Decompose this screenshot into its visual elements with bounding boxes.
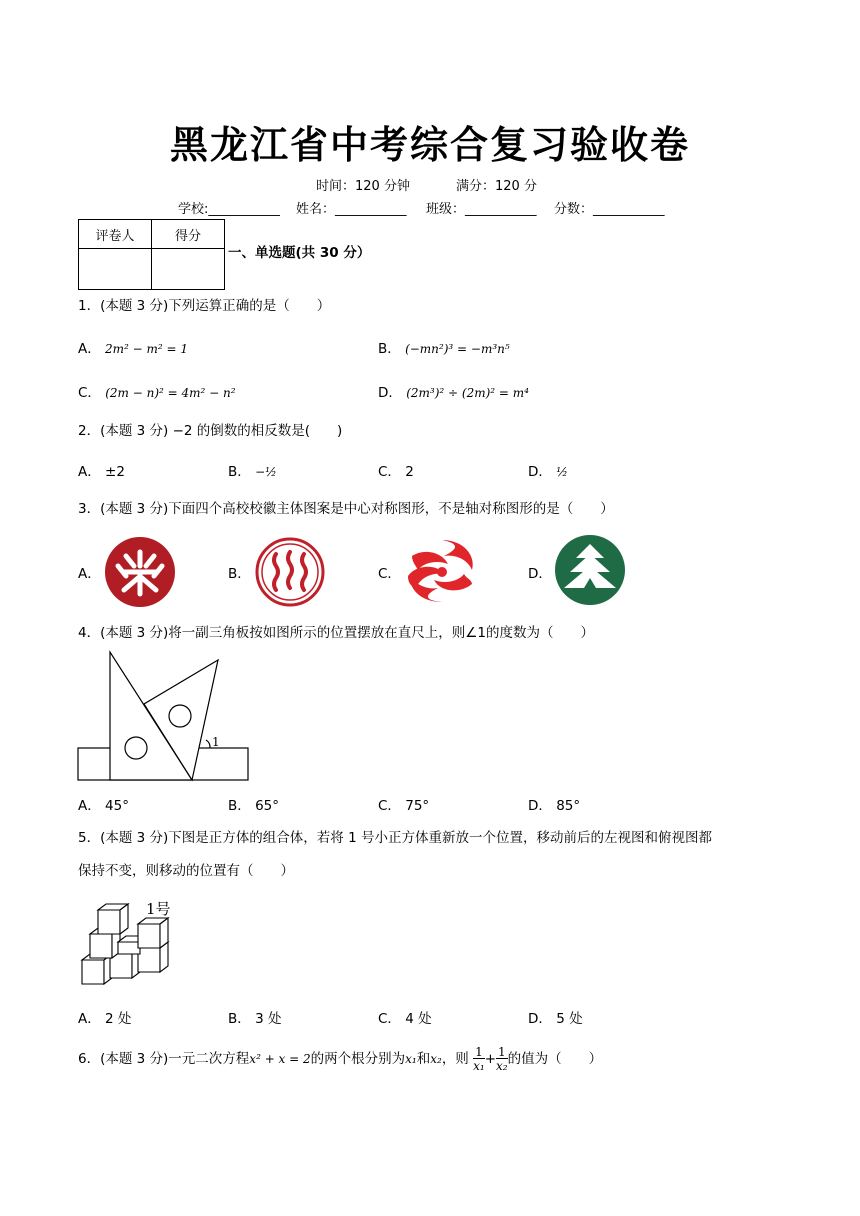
option-label: A． xyxy=(78,1011,101,1027)
q1-option-a xyxy=(78,337,188,357)
q5-option-b xyxy=(228,1007,281,1027)
option-expr: ½ xyxy=(556,465,568,479)
score-cell xyxy=(152,249,225,290)
time-limit: 时间：120 分钟 xyxy=(316,179,410,194)
option-label: B． xyxy=(228,798,251,814)
option-label: A． xyxy=(78,798,101,814)
option-label: C． xyxy=(378,1011,401,1027)
cube-1-label: 1号 xyxy=(146,900,171,918)
question-3-stem: 3．(本题 3 分)下面四个高校校徽主体图案是中心对称图形，不是轴对称图形的是（ ） xyxy=(78,501,614,517)
q2-option-a xyxy=(78,460,125,480)
q6-fraction-1: 1 x₁ xyxy=(473,1045,485,1073)
q3-option-c-label: C． xyxy=(378,566,401,582)
full-score: 满分：120 分 xyxy=(456,179,537,194)
q6-fraction-2: 1 x₂ xyxy=(496,1045,508,1073)
q5-option-a xyxy=(78,1007,131,1027)
q2-option-b xyxy=(228,460,277,480)
option-label: B． xyxy=(228,464,251,480)
q6-text-a: 6．(本题 3 分)一元二次方程 xyxy=(78,1051,250,1067)
q6-x2: x₂ xyxy=(430,1052,442,1066)
question-1-stem: 1．(本题 3 分)下列运算正确的是（ ） xyxy=(78,298,331,314)
option-expr: 5 处 xyxy=(556,1011,583,1027)
q3-option-b-label: B． xyxy=(228,566,251,582)
section-heading: 一、单选题(共 30 分） xyxy=(228,245,371,261)
q5-option-c xyxy=(378,1007,432,1027)
q3-option-d-label: D． xyxy=(528,566,552,582)
question-4-stem: 4．(本题 3 分)将一副三角板按如图所示的位置摆放在直尺上，则∠1的度数为（ ） xyxy=(78,625,594,641)
score-header: 得分 xyxy=(152,220,225,249)
option-expr: 2 处 xyxy=(105,1011,132,1027)
q4-option-a xyxy=(78,794,129,814)
q6-text-d: 的值为（ ） xyxy=(507,1051,603,1067)
option-label: D． xyxy=(528,464,552,480)
score-field: 分数：___________ xyxy=(554,202,665,217)
q1-option-c xyxy=(78,381,236,401)
name-field: 姓名：___________ xyxy=(296,202,407,217)
option-expr: 2 xyxy=(405,464,414,480)
option-expr: 2m² − m² = 1 xyxy=(105,342,189,356)
option-expr: 45° xyxy=(105,798,129,814)
q6-text-c: ，则 xyxy=(441,1051,469,1067)
class-field: 班级：___________ xyxy=(426,202,537,217)
option-expr: (2m − n)² = 4m² − n² xyxy=(105,386,236,400)
option-label: B． xyxy=(378,341,401,357)
tree-logo-icon xyxy=(554,534,626,606)
option-label: A． xyxy=(78,464,101,480)
option-label: A． xyxy=(78,341,101,357)
option-label: D． xyxy=(378,385,402,401)
q4-option-c xyxy=(378,794,429,814)
grader-header: 评卷人 xyxy=(79,220,152,249)
option-label: C． xyxy=(378,798,401,814)
option-expr: 4 处 xyxy=(405,1011,432,1027)
option-expr: (2m³)² ÷ (2m)² = m⁴ xyxy=(406,386,529,400)
q4-option-d xyxy=(528,794,580,814)
option-expr: 75° xyxy=(405,798,430,814)
q5-option-d xyxy=(528,1007,583,1027)
option-expr: 85° xyxy=(556,798,581,814)
option-label: C． xyxy=(378,464,401,480)
q6-and: 和 xyxy=(416,1051,431,1067)
question-5-stem-line2: 保持不变，则移动的位置有（ ） xyxy=(78,863,294,879)
option-label: D． xyxy=(528,1011,552,1027)
option-label: B． xyxy=(228,1011,251,1027)
option-expr: 3 处 xyxy=(255,1011,282,1027)
set-square-figure xyxy=(76,648,252,784)
q2-option-d xyxy=(528,460,568,480)
option-expr: −½ xyxy=(255,465,277,479)
q6-equation: x² + x = 2 xyxy=(249,1052,311,1066)
q6-x1: x₁ xyxy=(405,1052,417,1066)
option-label: C． xyxy=(78,385,101,401)
swirl-logo-icon xyxy=(402,534,480,608)
pku-logo-icon xyxy=(104,536,176,608)
question-6-stem: 6．(本题 3 分)一元二次方程x² + x = 2的两个根分别为x₁和x₂，则 1 x₁+ 1 x₂的值为（ ） xyxy=(78,1045,603,1073)
school-field: 学校:___________ xyxy=(178,202,280,217)
grader-cell xyxy=(79,249,152,290)
question-2-stem: 2．(本题 3 分) −2 的倒数的相反数是( ) xyxy=(78,423,343,439)
option-label: D． xyxy=(528,798,552,814)
option-expr: ±2 xyxy=(105,464,125,480)
q1-option-b xyxy=(378,337,510,357)
wave-logo-icon xyxy=(254,536,326,608)
option-expr: (−mn²)³ = −m³n⁵ xyxy=(405,342,510,356)
q1-option-d xyxy=(378,381,529,401)
q6-text-b: 的两个根分别为 xyxy=(310,1051,406,1067)
q4-option-b xyxy=(228,794,279,814)
q2-option-c xyxy=(378,460,414,480)
option-expr: 65° xyxy=(255,798,279,814)
question-5-stem-line1: 5．(本题 3 分)下图是正方体的组合体，若将 1 号小正方体重新放一个位置，移动前后的左视图和俯视图都 xyxy=(78,830,712,846)
q3-option-a-label: A． xyxy=(78,566,101,582)
grader-table xyxy=(78,219,225,290)
page-title: 黑龙江省中考综合复习验收卷 xyxy=(169,123,690,167)
angle-label: 1 xyxy=(212,735,220,749)
